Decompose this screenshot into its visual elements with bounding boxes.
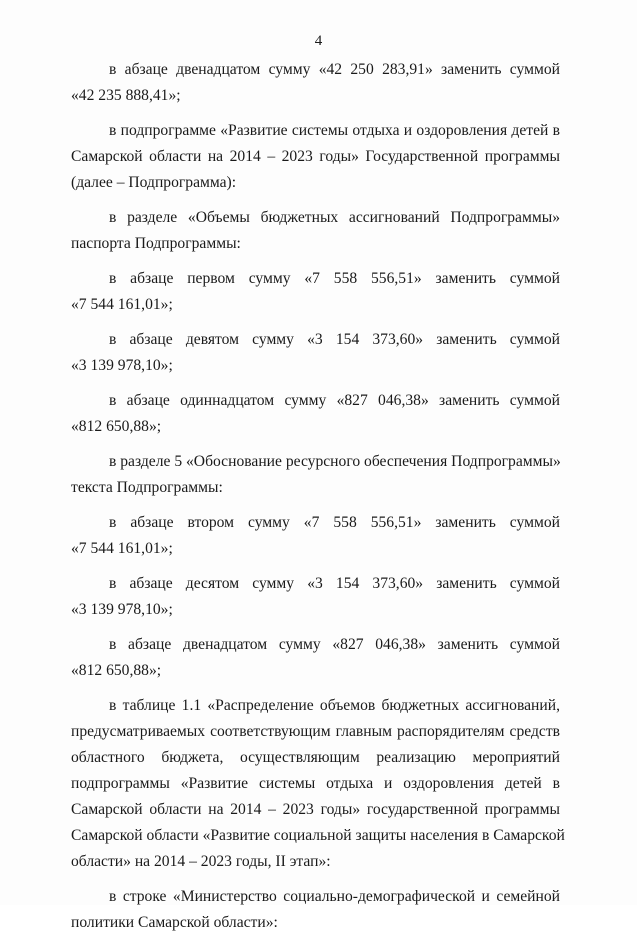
text-line: в разделе 5 «Обоснование ресурсного обеспечения Подпрограммы»	[109, 453, 561, 470]
text-line: политики Самарской области»:	[71, 914, 278, 931]
text-line: паспорта Подпрограммы:	[71, 235, 241, 252]
text-line: «812 650,88»;	[71, 418, 162, 435]
text-line: в абзаце десятом сумму «3 154 373,60» заменить суммой	[109, 575, 560, 592]
text-line: «812 650,88»;	[71, 662, 162, 679]
text-line: подпрограммы «Развитие системы отдыха и оздоровления детей в	[71, 775, 560, 792]
text-line: Самарской области на 2014 – 2023 годы» Государственной программы	[71, 148, 560, 165]
text-line: области» на 2014 – 2023 годы, II этап»:	[71, 853, 331, 870]
text-line: «7 544 161,01»;	[71, 296, 173, 313]
text-line: в абзаце первом сумму «7 558 556,51» заменить суммой	[109, 270, 560, 287]
text-line: (далее – Подпрограмма):	[71, 174, 237, 191]
text-line: «3 139 978,10»;	[71, 601, 173, 618]
text-line: в подпрограмме «Развитие системы отдыха и оздоровления детей в	[109, 122, 560, 139]
text-line: в абзаце девятом сумму «3 154 373,60» заменить суммой	[109, 331, 560, 348]
text-line: областного бюджета, осуществляющим реализацию мероприятий	[71, 749, 560, 766]
page-number: 4	[314, 33, 323, 49]
text-line: «3 139 978,10»;	[71, 357, 173, 374]
text-line: текста Подпрограммы:	[71, 479, 223, 496]
text-line: в таблице 1.1 «Распределение объемов бюджетных ассигнований,	[109, 697, 560, 714]
text-line: в абзаце одиннадцатом сумму «827 046,38» заменить суммой	[109, 392, 560, 409]
text-line: в строке «Министерство социально-демографической и семейной	[109, 888, 560, 905]
document-body	[71, 57, 565, 936]
text-line: в абзаце двенадцатом сумму «42 250 283,91» заменить суммой	[109, 61, 560, 78]
text-line: в разделе «Объемы бюджетных ассигнований Подпрограммы»	[109, 209, 560, 226]
text-line: «7 544 161,01»;	[71, 540, 173, 557]
text-line: Самарской области «Развитие социальной защиты населения в Самарской	[71, 827, 565, 844]
text-line: предусматриваемых соответствующим главным распорядителям средств	[71, 723, 560, 740]
text-line: в абзаце двенадцатом сумму «827 046,38» заменить суммой	[109, 636, 560, 653]
text-line: Самарской области на 2014 – 2023 годы» государственной программы	[71, 801, 560, 818]
text-line: «42 235 888,41»;	[71, 87, 181, 104]
text-line: в абзаце втором сумму «7 558 556,51» заменить суммой	[109, 514, 560, 531]
